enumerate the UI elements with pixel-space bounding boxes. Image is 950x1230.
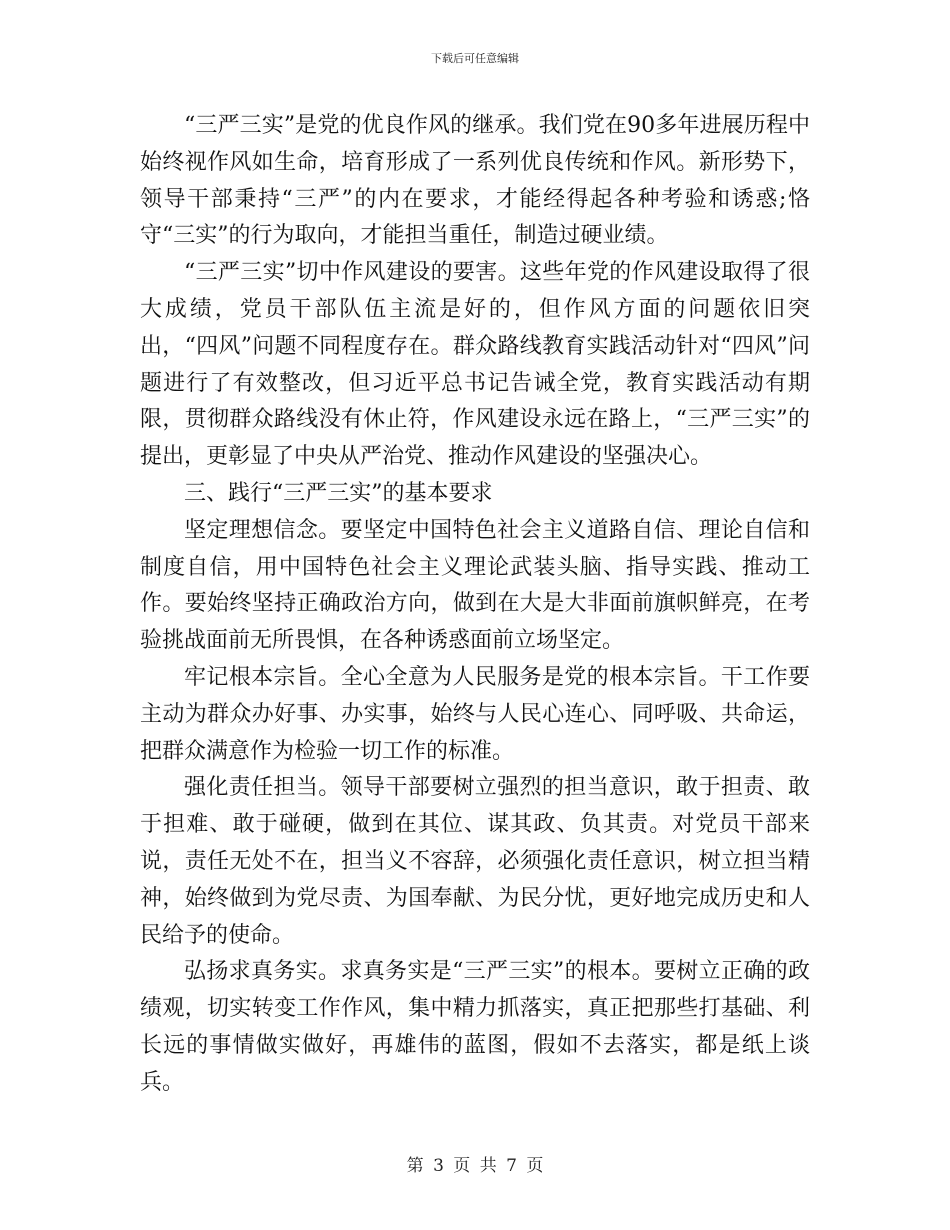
document-body <box>140 108 810 1102</box>
page-number: 第 3 页 共 7 页 <box>406 1156 544 1176</box>
paragraph-pragmatism: 弘扬求真务实。求真务实是“三严三实”的根本。要树立正确的政绩观，切实转变工作作风，集中精力抓落实，真正把那些打基础、利长远的事情做实做好，再雄伟的蓝图，假如不去落实，都是纸上谈兵。 <box>140 959 810 1095</box>
paragraph-firm-belief: 坚定理想信念。要坚定中国特色社会主义道路自信、理论自信和制度自信，用中国特色社会主义理论武装头脑、指导实践、推动工作。要始终坚持正确政治方向，做到在大是大非面前旗帜鲜亮，在考验挑战面前无所畏惧，在各种诱惑面前立场坚定。 <box>140 517 810 654</box>
section-heading-basic-requirements: 三、践行“三严三实”的基本要求 <box>184 480 493 506</box>
page-header-note: 下载后可任意编辑 <box>431 52 519 65</box>
paragraph-style-building: “三严三实”切中作风建设的要害。这些年党的作风建设取得了很大成绩，党员干部队伍主流是好的，但作风方面的问题依旧突出，“四风”问题不同程度存在。群众路线教育实践活动针对“四风”问题进行了有效整改，但习近平总书记告诫全党，教育实践活动有期限，贯彻群众路线没有休止符，作风建设永远在路上，“三严三实”的提出，更彰显了中央从严治党、推动作风建设的坚强决心。 <box>140 260 810 470</box>
paragraph-responsibility: 强化责任担当。领导干部要树立强烈的担当意识，敢于担责、敢于担难、敢于碰硬，做到在其位、谋其政、负其责。对党员干部来说，责任无处不在，担当义不容辞，必须强化责任意识，树立担当精神，始终做到为党尽责、为国奉献、为民分忧，更好地完成历史和人民给予的使命。 <box>140 775 810 948</box>
paragraph-fundamental-purpose: 牢记根本宗旨。全心全意为人民服务是党的根本宗旨。干工作要主动为群众办好事、办实事，始终与人民心连心、同呼吸、共命运，把群众满意作为检验一切工作的标准。 <box>140 664 810 764</box>
paragraph-inheritance: “三严三实”是党的优良作风的继承。我们党在90多年进展历程中始终视作风如生命，培育形成了一系列优良传统和作风。新形势下，领导干部秉持“三严”的内在要求，才能经得起各种考验和诱惑;恪守“三实”的行为取向，才能担当重任，制造过硬业绩。 <box>140 113 810 249</box>
